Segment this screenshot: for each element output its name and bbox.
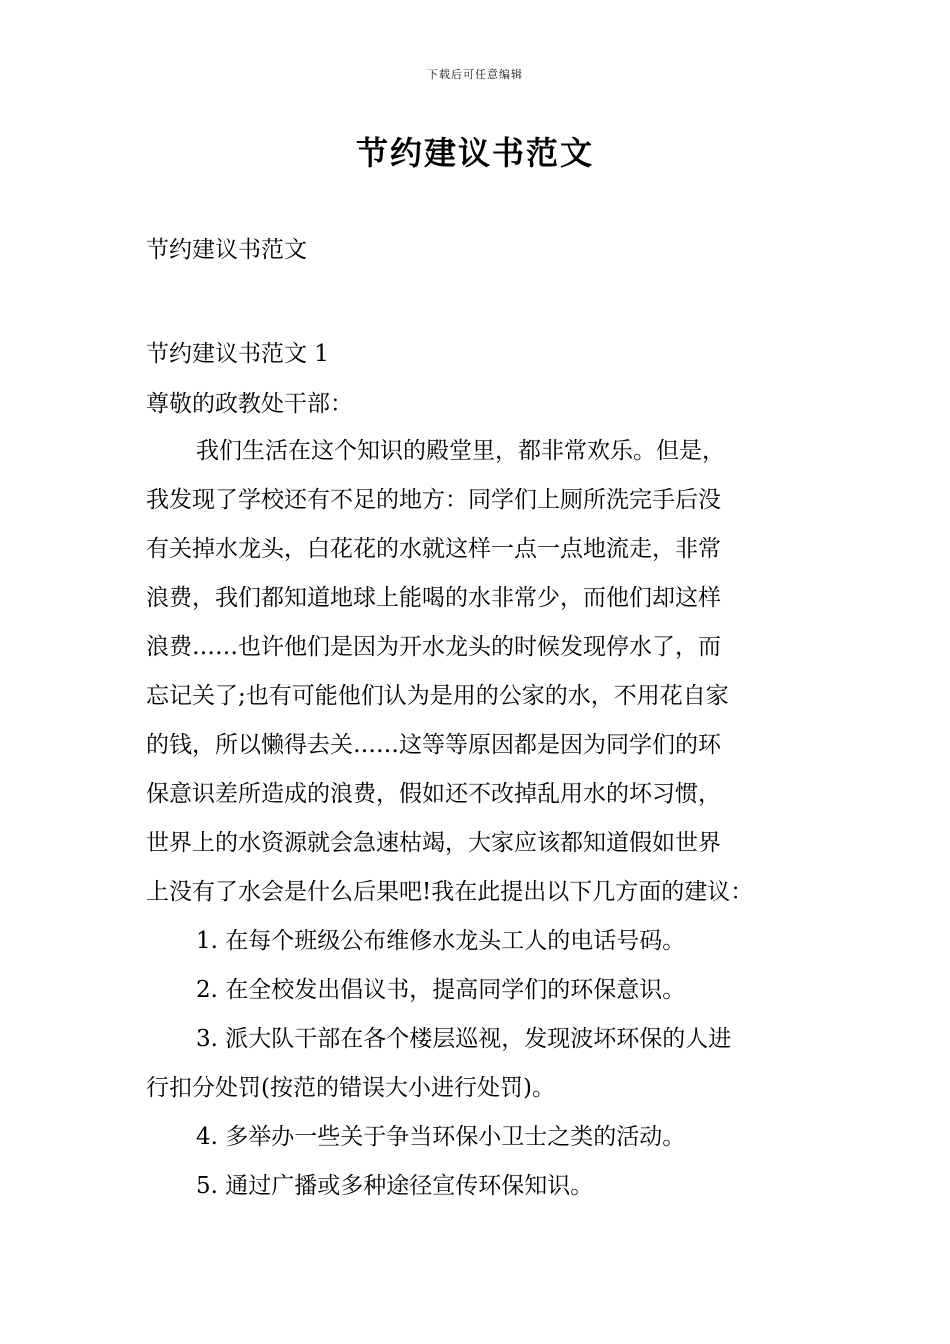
document-title: 节约建议书范文 [355,134,594,172]
paragraph-line: 保意识差所造成的浪费，假如还不改掉乱用水的坏习惯， [146,781,721,807]
section-heading: 节约建议书范文 1 [146,341,329,367]
paragraph-line: 我发现了学校还有不足的地方：同学们上厕所洗完手后没 [146,487,721,513]
paragraph-line: 有关掉水龙头，白花花的水就这样一点一点地流走，非常 [146,536,721,562]
suggestion-item-2: 2. 在全校发出倡议书，提高同学们的环保意识。 [196,977,686,1003]
paragraph-line: 的钱，所以懒得去关……这等等原因都是因为同学们的环 [146,732,721,758]
salutation: 尊敬的政教处干部： [146,391,353,417]
letter-body [146,427,806,1211]
paragraph-line: 我们生活在这个知识的殿堂里，都非常欢乐。但是， [196,438,725,464]
header-note: 下载后可任意编辑 [427,68,523,81]
suggestion-item-3-continued: 行扣分处罚(按范的错误大小进行处罚)。 [146,1075,555,1101]
paragraph-line: 浪费，我们都知道地球上能喝的水非常少，而他们却这样 [146,585,721,611]
paragraph-line: 浪费……也许他们是因为开水龙头的时候发现停水了，而 [146,634,721,660]
suggestion-item-4: 4. 多举办一些关于争当环保小卫士之类的活动。 [196,1124,686,1150]
document-subtitle: 节约建议书范文 [146,237,307,263]
suggestion-item-1: 1. 在每个班级公布维修水龙头工人的电话号码。 [196,928,686,954]
suggestion-item-5: 5. 通过广播或多种途径宣传环保知识。 [196,1173,594,1199]
suggestion-item-3: 3. 派大队干部在各个楼层巡视，发现波坏环保的人进 [196,1026,732,1052]
paragraph-line: 世界上的水资源就会急速枯竭，大家应该都知道假如世界 [146,830,721,856]
paragraph-line: 忘记关了;也有可能他们认为是用的公家的水，不用花自家 [146,683,729,709]
paragraph-line: 上没有了水会是什么后果吧!我在此提出以下几方面的建议： [146,879,754,905]
